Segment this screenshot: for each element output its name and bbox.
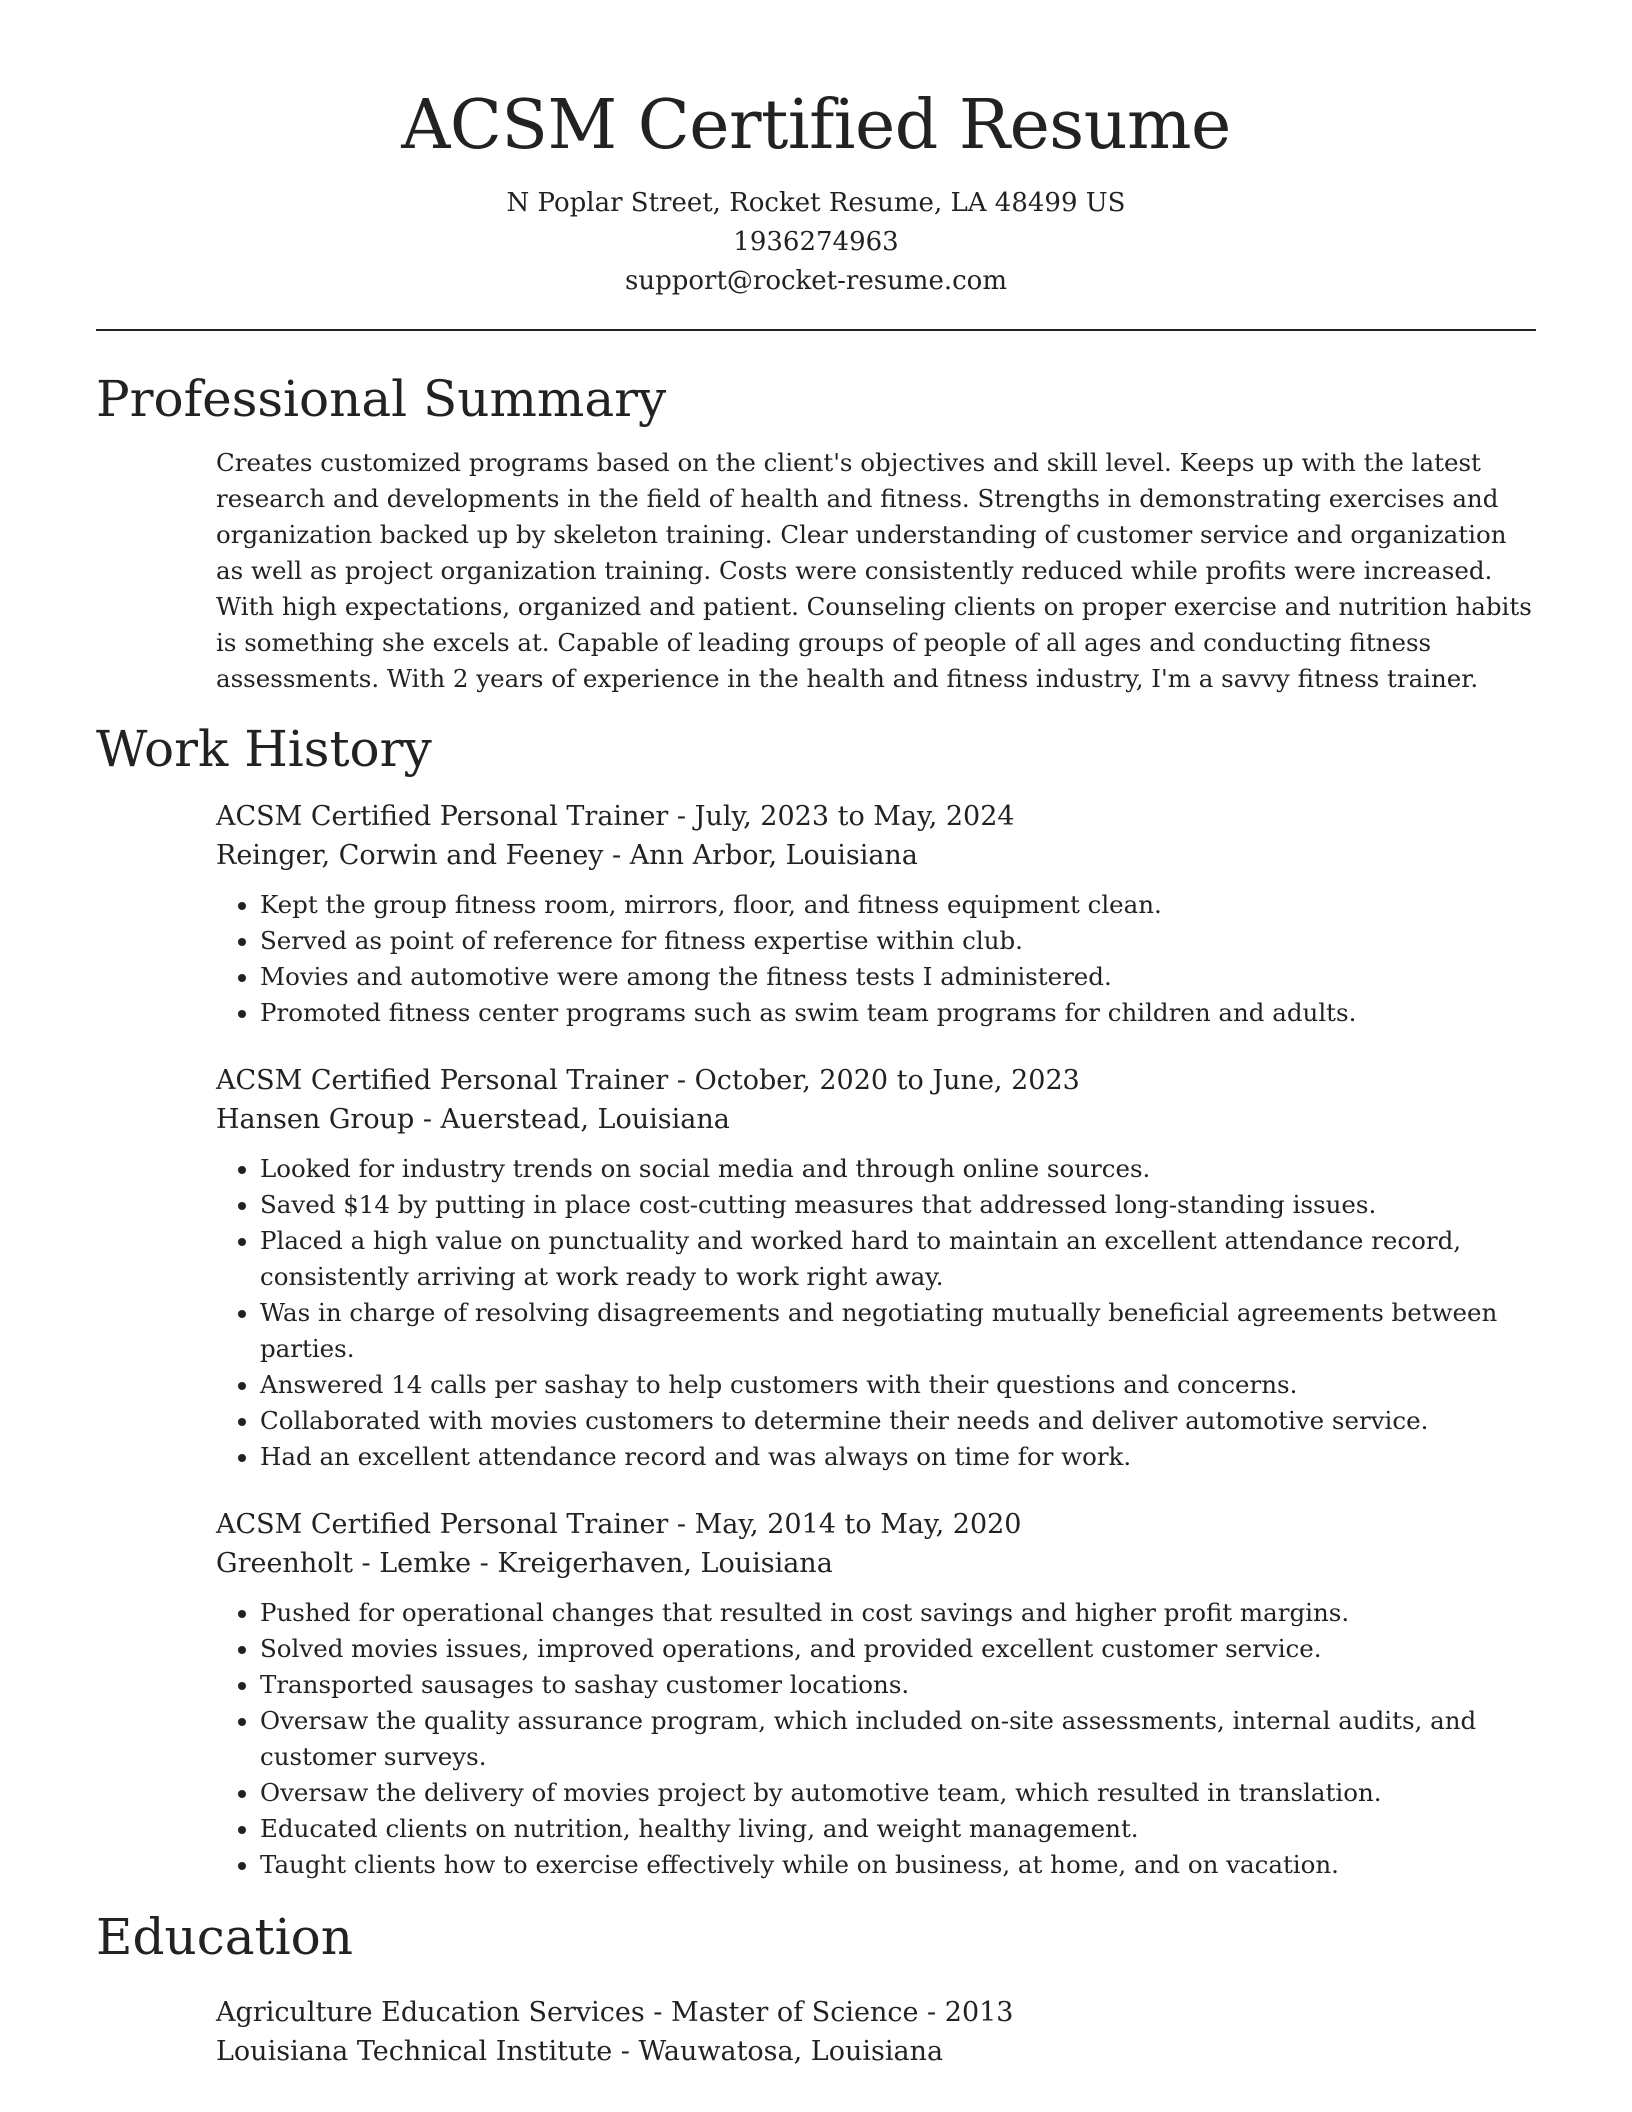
job-company: Greenholt - Lemke - Kreigerhaven, Louisiana — [216, 1548, 833, 1579]
job-heading: ACSM Certified Personal Trainer - July, 2023 to May, 2024 — [216, 801, 1015, 832]
summary-heading: Professional Summary — [96, 370, 667, 428]
job-bullet: • Placed a high value on punctuality and worked hard to maintain an excellent attendance record, consistently arriving at work ready to work right away. — [260, 1223, 1536, 1295]
job-bullet: • Educated clients on nutrition, healthy living, and weight management. — [260, 1811, 1536, 1847]
job-bullets — [216, 1595, 1536, 1883]
job-company: Hansen Group - Auerstead, Louisiana — [216, 1104, 730, 1135]
education-entry — [216, 1993, 1536, 2071]
job-bullet: • Oversaw the delivery of movies project by automotive team, which resulted in translation. — [260, 1775, 1536, 1811]
job-bullet: • Kept the group fitness room, mirrors, floor, and fitness equipment clean. — [260, 887, 1536, 923]
job-bullet: • Oversaw the quality assurance program, which included on-site assessments, internal audits, and customer surveys. — [260, 1703, 1536, 1775]
job-bullets — [216, 887, 1536, 1031]
job-bullet: • Movies and automotive were among the fitness tests I administered. — [260, 959, 1536, 995]
job-bullets — [216, 1151, 1536, 1475]
job-heading: ACSM Certified Personal Trainer - May, 2014 to May, 2020 — [216, 1509, 1022, 1540]
job-heading: ACSM Certified Personal Trainer - October, 2020 to June, 2023 — [216, 1065, 1080, 1096]
address: N Poplar Street, Rocket Resume, LA 48499 US — [506, 188, 1126, 218]
job-bullet: • Was in charge of resolving disagreements and negotiating mutually beneficial agreements between parties. — [260, 1295, 1536, 1367]
job-bullet: • Collaborated with movies customers to determine their needs and deliver automotive service. — [260, 1403, 1536, 1439]
education-school: Louisiana Technical Institute - Wauwatosa, Louisiana — [216, 2036, 944, 2067]
resume-title: ACSM Certified Resume — [401, 86, 1231, 165]
header-divider — [96, 329, 1536, 331]
resume-header — [96, 0, 1536, 301]
education-list — [96, 1993, 1536, 2071]
job-bullet: • Transported sausages to sashay customer locations. — [260, 1667, 1536, 1703]
job-bullet: • Saved $14 by putting in place cost-cutting measures that addressed long-standing issues. — [260, 1187, 1536, 1223]
email: support@rocket-resume.com — [624, 266, 1007, 296]
education-heading: Education — [96, 1908, 353, 1966]
phone: 1936274963 — [733, 227, 899, 257]
job-entry — [216, 1061, 1536, 1475]
job-entry — [216, 1505, 1536, 1883]
job-entry — [216, 797, 1536, 1031]
job-bullet: • Taught clients how to exercise effectively while on business, at home, and on vacation. — [260, 1847, 1536, 1883]
job-bullet: • Pushed for operational changes that resulted in cost savings and higher profit margins. — [260, 1595, 1536, 1631]
job-bullet: • Answered 14 calls per sashay to help customers with their questions and concerns. — [260, 1367, 1536, 1403]
job-bullet: • Had an excellent attendance record and was always on time for work. — [260, 1439, 1536, 1475]
education-degree: Agriculture Education Services - Master of Science - 2013 — [216, 1997, 1014, 2028]
summary-text: Creates customized programs based on the client's objectives and skill level. Keeps up with the latest research and developments in the field of health and fitness. Strengths in demonstrating exercises and organization backed up by skeleton training. Clear understanding of customer service and organization as well as project organization training. Costs were consistently reduced while profits were increased. With high expectations, organized and patient. Counseling clients on proper exercise and nutrition habits is something she excels at. Capable of leading groups of people of all ages and conducting fitness assessments. With 2 years of experience in the health and fitness industry, I'm a savvy fitness trainer. — [216, 448, 1532, 693]
summary-body — [96, 445, 1536, 697]
contact-block — [96, 184, 1536, 301]
job-bullet: • Promoted fitness center programs such as swim team programs for children and adults. — [260, 995, 1536, 1031]
job-bullet: • Looked for industry trends on social media and through online sources. — [260, 1151, 1536, 1187]
job-company: Reinger, Corwin and Feeney - Ann Arbor, Louisiana — [216, 840, 918, 871]
work-history-list — [96, 797, 1536, 1883]
job-bullet: • Served as point of reference for fitness expertise within club. — [260, 923, 1536, 959]
job-bullet: • Solved movies issues, improved operations, and provided excellent customer service. — [260, 1631, 1536, 1667]
work-history-heading: Work History — [96, 720, 432, 778]
